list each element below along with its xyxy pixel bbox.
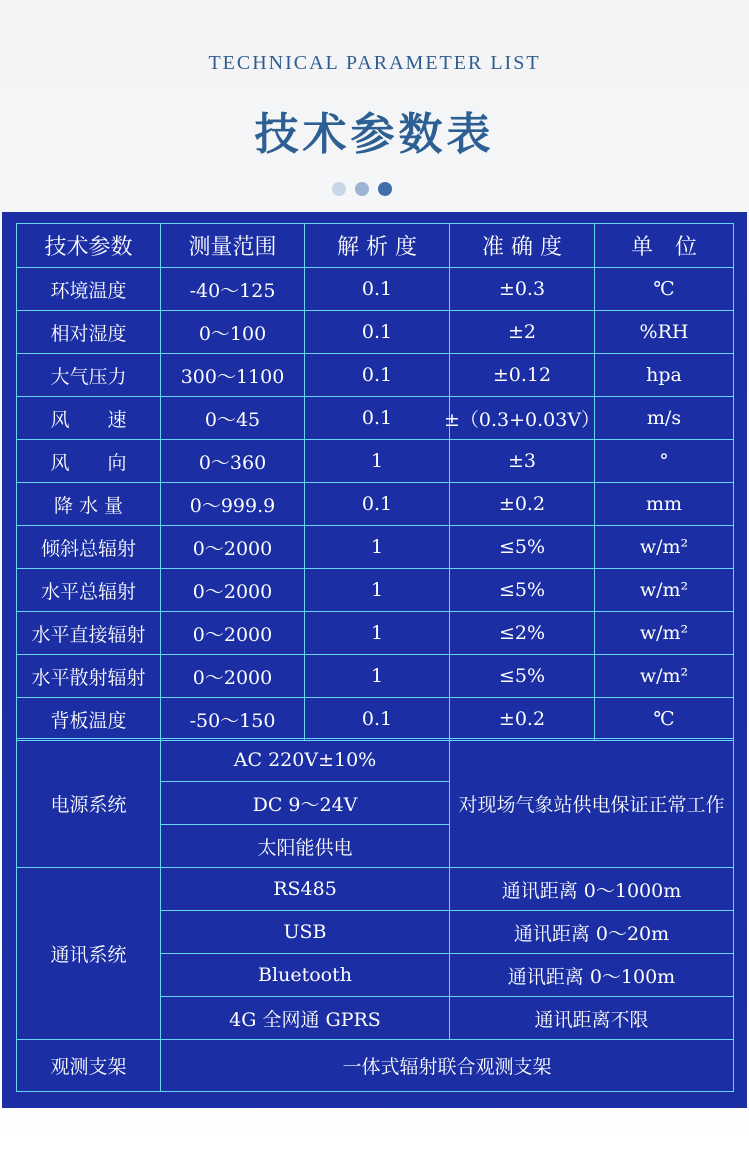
parameter-name: 风 向: [16, 439, 161, 483]
parameter-value: 1: [304, 525, 450, 569]
comm-system-label: 通讯系统: [16, 867, 161, 1040]
parameter-value: 0～2000: [160, 568, 305, 612]
power-note: 对现场气象站供电保证正常工作: [449, 738, 734, 868]
parameter-value: 0.1: [304, 353, 450, 397]
parameter-value: ±0.2: [449, 482, 595, 526]
parameter-value: 0.1: [304, 482, 450, 526]
comm-interface: USB: [160, 910, 450, 954]
parameter-value: ≤5%: [449, 525, 595, 569]
parameter-value: 1: [304, 654, 450, 698]
parameter-value: ℃: [594, 267, 734, 311]
parameter-value: w/m²: [594, 654, 734, 698]
parameter-value: ≤2%: [449, 611, 595, 655]
comm-interface: Bluetooth: [160, 953, 450, 997]
parameter-value: ℃: [594, 697, 734, 741]
parameter-name: 水平总辐射: [16, 568, 161, 612]
comm-interface: RS485: [160, 867, 450, 911]
parameter-value: 0.1: [304, 396, 450, 440]
column-header: 技术参数: [16, 223, 161, 268]
parameter-value: ±0.2: [449, 697, 595, 741]
indicator-dot: [355, 182, 369, 196]
comm-range: 通讯距离 0～20m: [449, 910, 734, 954]
parameter-value: 300～1100: [160, 353, 305, 397]
parameter-value: ±0.3: [449, 267, 595, 311]
parameter-value: hpa: [594, 353, 734, 397]
comm-interface: 4G 全网通 GPRS: [160, 996, 450, 1040]
parameter-value: m/s: [594, 396, 734, 440]
parameter-value: 0.1: [304, 310, 450, 354]
parameter-value: ±2: [449, 310, 595, 354]
comm-range: 通讯距离不限: [449, 996, 734, 1040]
mount-label: 观测支架: [16, 1039, 161, 1092]
comm-range: 通讯距离 0～1000m: [449, 867, 734, 911]
parameter-value: ±3: [449, 439, 595, 483]
parameter-name: 相对湿度: [16, 310, 161, 354]
column-header: 解 析 度: [304, 223, 450, 268]
parameter-value: -50～150: [160, 697, 305, 741]
page-indicator: [332, 182, 392, 196]
parameter-name: 风 速: [16, 396, 161, 440]
parameter-value: 0～2000: [160, 611, 305, 655]
parameter-name: 背板温度: [16, 697, 161, 741]
parameter-value: -40～125: [160, 267, 305, 311]
parameter-table: [16, 223, 734, 1092]
parameter-name: 环境温度: [16, 267, 161, 311]
parameter-value: w/m²: [594, 525, 734, 569]
parameter-value: mm: [594, 482, 734, 526]
column-header: 准 确 度: [449, 223, 595, 268]
parameter-value: °: [594, 439, 734, 483]
parameter-value: 0.1: [304, 697, 450, 741]
parameter-value: 0～2000: [160, 654, 305, 698]
indicator-dot-active: [378, 182, 392, 196]
column-header: 测量范围: [160, 223, 305, 268]
parameter-value: %RH: [594, 310, 734, 354]
parameter-value: w/m²: [594, 611, 734, 655]
parameter-value: ±0.12: [449, 353, 595, 397]
parameter-name: 大气压力: [16, 353, 161, 397]
page-title: 技术参数表: [254, 109, 495, 160]
parameter-value: ±（0.3+0.03V）: [449, 396, 595, 440]
power-option: AC 220V±10%: [160, 738, 450, 782]
parameter-value: w/m²: [594, 568, 734, 612]
parameter-value: 1: [304, 439, 450, 483]
parameter-value: 0～360: [160, 439, 305, 483]
parameter-name: 降 水 量: [16, 482, 161, 526]
parameter-value: 1: [304, 611, 450, 655]
parameter-value: 0～45: [160, 396, 305, 440]
indicator-dot: [332, 182, 346, 196]
parameter-name: 水平直接辐射: [16, 611, 161, 655]
page-subtitle: TECHNICAL PARAMETER LIST: [208, 52, 541, 74]
parameter-value: ≤5%: [449, 654, 595, 698]
power-system-label: 电源系统: [16, 738, 161, 868]
comm-range: 通讯距离 0～100m: [449, 953, 734, 997]
parameter-name: 倾斜总辐射: [16, 525, 161, 569]
power-option: DC 9～24V: [160, 781, 450, 825]
column-header: 单 位: [594, 223, 734, 268]
power-option: 太阳能供电: [160, 824, 450, 868]
mount-value: 一体式辐射联合观测支架: [160, 1039, 734, 1092]
parameter-name: 水平散射辐射: [16, 654, 161, 698]
parameter-value: 0～100: [160, 310, 305, 354]
parameter-value: 0～2000: [160, 525, 305, 569]
parameter-value: ≤5%: [449, 568, 595, 612]
parameter-value: 1: [304, 568, 450, 612]
parameter-value: 0～999.9: [160, 482, 305, 526]
parameter-value: 0.1: [304, 267, 450, 311]
